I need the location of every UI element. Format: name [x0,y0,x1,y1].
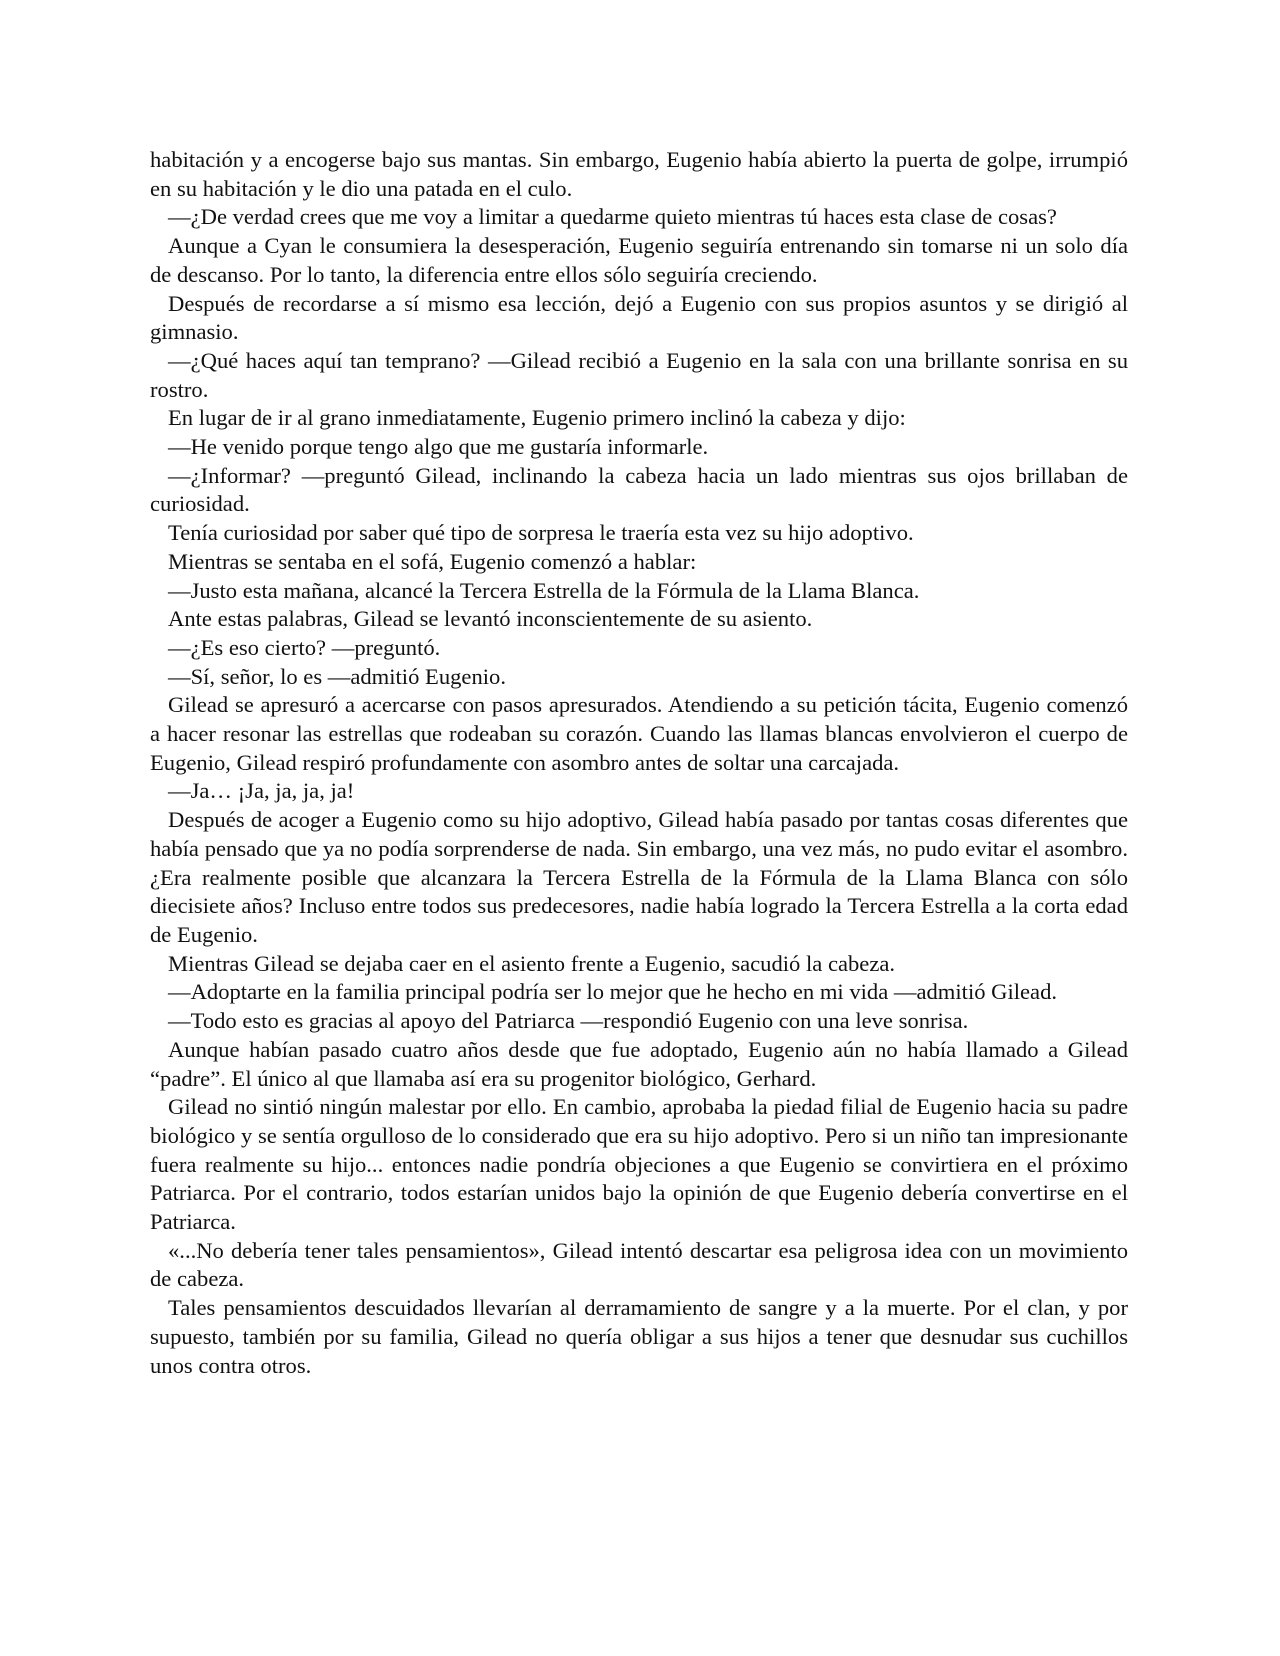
paragraph: —Sí, señor, lo es —admitió Eugenio. [168,663,506,689]
paragraph: —Todo esto es gracias al apoyo del Patriarca —respondió Eugenio con una leve sonrisa. [168,1008,969,1034]
paragraph: habitación y a encogerse bajo sus mantas. Sin embargo, Eugenio había abierto la puerta de golpe, irrumpió en su habitación y le dio una patada en el culo. [150,147,1128,201]
paragraph: Gilead se apresuró a acercarse con pasos apresurados. Atendiendo a su petición tácita, Eugenio comenzó a hacer resonar las estrellas que rodeaban su corazón. Cuando las llamas blancas envolvieron el cuerpo de Eugenio, Gilead respiró profundamente con asombro antes de soltar una carcajada. [150,692,1128,775]
paragraph: —¿Informar? —preguntó Gilead, inclinando la cabeza hacia un lado mientras sus ojos brillaban de curiosidad. [150,462,1128,517]
paragraph: —Justo esta mañana, alcancé la Tercera Estrella de la Fórmula de la Llama Blanca. [168,577,920,603]
paragraph: —¿De verdad crees que me voy a limitar a quedarme quieto mientras tú haces esta clase de cosas? [168,204,1057,230]
paragraph: Tales pensamientos descuidados llevarían al derramamiento de sangre y a la muerte. Por el clan, y por supuesto, también por su familia, Gilead no quería obligar a sus hijos a tener que desnudar sus cuchillos unos contra otros. [150,1295,1128,1378]
paragraph: Aunque a Cyan le consumiera la desesperación, Eugenio seguiría entrenando sin tomarse ni un solo día de descanso. Por lo tanto, la diferencia entre ellos sólo seguiría creciendo. [150,233,1128,287]
paragraph: En lugar de ir al grano inmediatamente, Eugenio primero inclinó la cabeza y dijo: [168,405,906,431]
paragraph: Después de acoger a Eugenio como su hijo adoptivo, Gilead había pasado por tantas cosas diferentes que había pensado que ya no podía sorprenderse de nada. Sin embargo, una vez más, no pudo evitar el asombro. ¿Era realmente posible que alcanzara la Tercera Estrella de la Fórmula de la Llama Blanca con sólo diecisiete años? Incluso entre todos sus predecesores, nadie había logrado la Tercera Estrella a la corta edad de Eugenio. [150,807,1128,947]
document-page [150,146,1128,1380]
paragraph: Aunque habían pasado cuatro años desde que fue adoptado, Eugenio aún no había llamado a Gilead “padre”. El único al que llamaba así era su progenitor biológico, Gerhard. [150,1036,1128,1091]
paragraph: Después de recordarse a sí mismo esa lección, dejó a Eugenio con sus propios asuntos y se dirigió al gimnasio. [150,290,1128,345]
paragraph: Gilead no sintió ningún malestar por ello. En cambio, aprobaba la piedad filial de Eugenio hacia su padre biológico y se sentía orgulloso de lo considerado que era su hijo adoptivo. Pero si un niño tan impresionante fuera realmente su hijo... entonces nadie pondría objeciones a que Eugenio se convirtiera en el próximo Patriarca. Por el contrario, todos estarían unidos bajo la opinión de que Eugenio debería convertirse en el Patriarca. [150,1094,1128,1235]
paragraph: Ante estas palabras, Gilead se levantó inconscientemente de su asiento. [168,606,813,632]
paragraph: Mientras se sentaba en el sofá, Eugenio comenzó a hablar: [168,548,697,574]
paragraph: —Ja… ¡Ja, ja, ja, ja! [168,778,355,804]
paragraph: —Adoptarte en la familia principal podría ser lo mejor que he hecho en mi vida —admitió Gilead. [168,979,1058,1005]
paragraph: Mientras Gilead se dejaba caer en el asiento frente a Eugenio, sacudió la cabeza. [168,950,896,976]
paragraph: —¿Es eso cierto? —preguntó. [168,634,441,660]
paragraph: Tenía curiosidad por saber qué tipo de sorpresa le traería esta vez su hijo adoptivo. [168,520,914,546]
paragraph: —He venido porque tengo algo que me gustaría informarle. [168,434,709,460]
paragraph: «...No debería tener tales pensamientos», Gilead intentó descartar esa peligrosa idea con un movimiento de cabeza. [150,1237,1128,1292]
paragraph: —¿Qué haces aquí tan temprano? —Gilead recibió a Eugenio en la sala con una brillante sonrisa en su rostro. [150,347,1128,402]
